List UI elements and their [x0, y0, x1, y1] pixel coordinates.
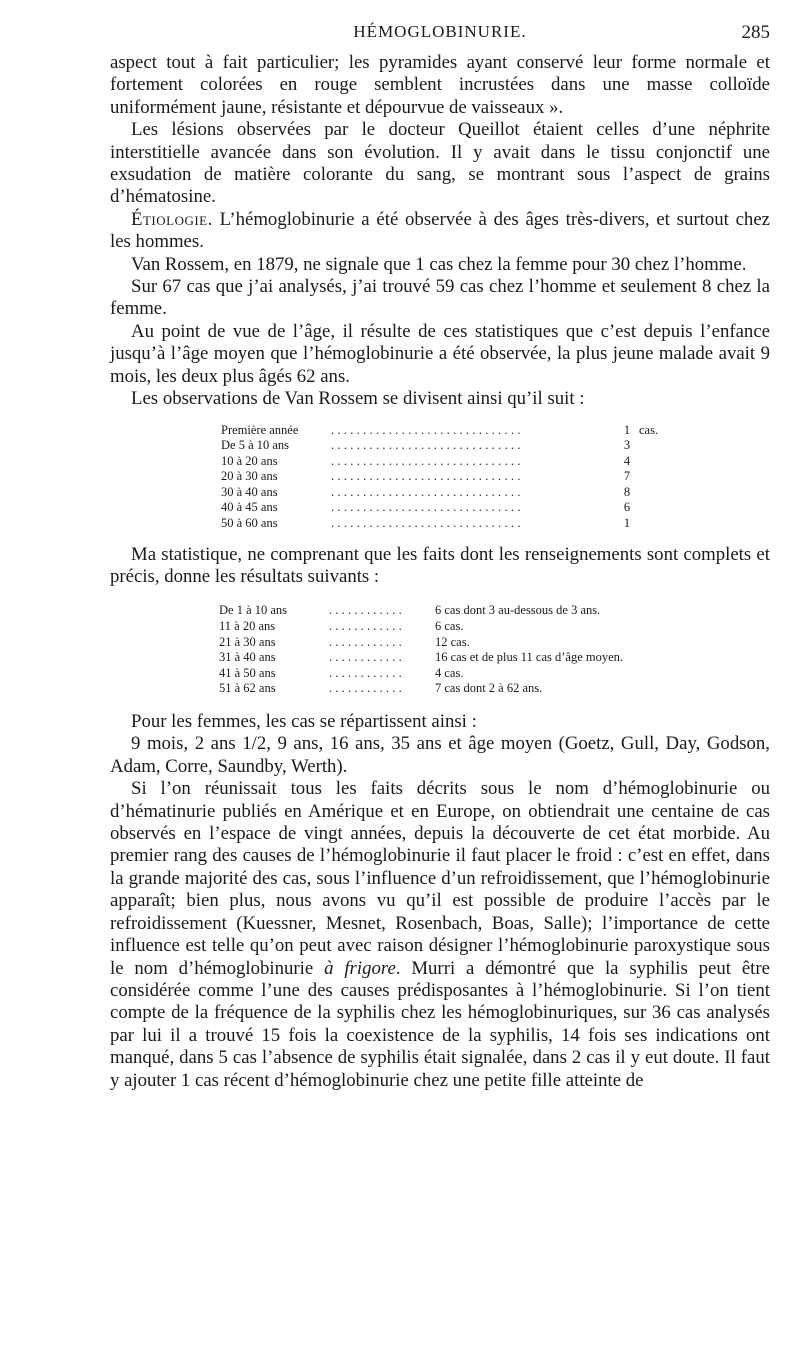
- case-count: 1: [623, 422, 631, 437]
- table-row: [219, 650, 695, 666]
- age-range-label: 20 à 30 ans: [221, 469, 278, 484]
- case-count: 7: [623, 469, 631, 484]
- age-range-label: 21 à 30 ans: [219, 634, 276, 649]
- table-row: [219, 635, 695, 651]
- case-result: 6 cas.: [435, 619, 464, 634]
- case-result: 4 cas.: [435, 665, 464, 680]
- age-range-label: De 1 à 10 ans: [219, 603, 288, 618]
- paragraph-age: Au point de vue de l’âge, il résulte de ces statistiques que c’est depuis l’enfance jusqu’à l’âge moyen que l’hémoglobinurie a été observée, la plus jeune malade avait 9 mois, les deux plus âgés 62 ans.: [110, 320, 770, 387]
- age-range-label: 40 à 45 ans: [221, 500, 278, 515]
- case-result: 16 cas et de plus 11 cas d’âge moyen.: [435, 650, 624, 665]
- case-unit: [639, 485, 669, 501]
- case-unit: [639, 516, 669, 532]
- italic-term: à frigore: [324, 957, 396, 979]
- case-count: 1: [623, 516, 631, 531]
- case-unit: [639, 500, 669, 516]
- paragraph-etiologie: [110, 209, 770, 254]
- paragraph-femmes: Pour les femmes, les cas se répartissent ainsi :: [131, 711, 477, 733]
- paragraph-van-rossem: Van Rossem, en 1879, ne signale que 1 cas chez la femme pour 30 chez l’homme.: [131, 253, 747, 275]
- case-count: 3: [623, 438, 631, 453]
- leader-dots: ............: [329, 619, 405, 634]
- paragraph-continued: aspect tout à fait particulier; les pyramides ayant conservé leur forme normale et fortement colorées en rouge semblent incrustées dans une masse colloïde uniformément jaune, résistante et dépourvue de vaisseaux ».: [110, 52, 770, 118]
- paragraph-observations-intro: Les observations de Van Rossem se divisent ainsi qu’il suit :: [131, 388, 585, 410]
- table-row: [221, 485, 669, 501]
- case-result: 12 cas.: [435, 634, 470, 649]
- case-count: 8: [623, 484, 631, 499]
- running-header: [110, 22, 770, 52]
- leader-dots: ..............................: [331, 484, 524, 499]
- leader-dots: ............: [329, 603, 405, 618]
- paragraph-causes: [110, 778, 770, 1092]
- case-unit: [639, 454, 669, 470]
- table-row: [219, 681, 695, 697]
- book-page: [110, 22, 770, 1092]
- case-unit: cas.: [639, 422, 659, 437]
- case-unit: [639, 469, 669, 485]
- table-row: [221, 500, 669, 516]
- leader-dots: ............: [329, 665, 405, 680]
- leader-dots: ..............................: [331, 438, 524, 453]
- age-range-label: 41 à 50 ans: [219, 665, 276, 680]
- leader-dots: ............: [329, 634, 405, 649]
- age-range-label: Première année: [221, 422, 299, 437]
- case-result: 6 cas dont 3 au-dessous de 3 ans.: [435, 603, 601, 618]
- age-range-label: 50 à 60 ans: [221, 516, 278, 531]
- table-row: [221, 438, 669, 454]
- running-title: HÉMOGLOBINURIE.: [353, 22, 527, 41]
- leader-dots: ..............................: [331, 422, 524, 437]
- case-count: 4: [623, 453, 631, 468]
- table-row: [219, 619, 695, 635]
- leader-dots: ..............................: [331, 453, 524, 468]
- age-range-label: 10 à 20 ans: [221, 453, 278, 468]
- case-result: 7 cas dont 2 à 62 ans.: [435, 681, 543, 696]
- table-row: [221, 469, 669, 485]
- case-count: 6: [623, 500, 631, 515]
- leader-dots: ............: [329, 681, 405, 696]
- leader-dots: ............: [329, 650, 405, 665]
- age-range-label: 11 à 20 ans: [219, 619, 276, 634]
- case-unit: [639, 438, 669, 454]
- bleed-through-marks: ··············: [116, 1340, 686, 1349]
- table-row: [221, 516, 669, 532]
- age-range-label: 51 à 62 ans: [219, 681, 276, 696]
- table-row: [221, 454, 669, 470]
- paragraph-causes-text-a: Si l’on réunissait tous les faits décrits sous le nom d’hémoglobinurie ou d’hématinurie publiés en Amérique et en Europe, on obtiendrait une centaine de cas observés en l’espace de vingt années, depuis la découverte de cet état morbide. Au premier rang des causes de l’hémoglobinurie il faut placer le froid : c’est en effet, dans la grande majorité des cas, sous l’influence d’un refroidissement, que l’hémoglobinurie apparaît; bien plus, nous avons vu qu’il est possible de produire l’accès par le refroidissement (Kuessner, Mesnet, Rosenbach, Boas, Salle); l’importance de cette influence est telle qu’on peut avec raison désigner l’hémoglobinurie paroxystique sous le nom d’hémoglobinurie: [110, 778, 770, 979]
- paragraph-ma-statistique: Ma statistique, ne comprenant que les faits dont les renseignements sont complets et précis, donne les résultats suivants :: [110, 543, 770, 588]
- paragraph-lesions: Les lésions observées par le docteur Queillot étaient celles d’une néphrite interstitielle avancée dans son évolution. Il y avait dans le tissu conjonctif une exsudation de matière colorante du sang, se montrant sous l’aspect de grains d’hématosine.: [110, 119, 770, 208]
- section-heading: Étiologie.: [131, 208, 213, 230]
- table-row: [219, 666, 695, 682]
- paragraph-etiologie-text: L’hémoglobinurie a été observée à des âges très-divers, et surtout chez les hommes.: [110, 208, 770, 253]
- age-range-label: De 5 à 10 ans: [221, 438, 290, 453]
- leader-dots: ..............................: [331, 469, 524, 484]
- paragraph-analyse: Sur 67 cas que j’ai analysés, j’ai trouvé 59 cas chez l’homme et seulement 8 chez la femme.: [110, 276, 770, 320]
- paragraph-femmes-ages: 9 mois, 2 ans 1/2, 9 ans, 16 ans, 35 ans et âge moyen (Goetz, Gull, Day, Godson, Adam, Corre, Saundby, Werth).: [110, 733, 770, 777]
- leader-dots: ..............................: [331, 516, 524, 531]
- table-row: [219, 603, 695, 619]
- age-range-label: 30 à 40 ans: [221, 484, 278, 499]
- author-age-table: [219, 603, 695, 697]
- page-number: 285: [741, 22, 770, 43]
- paragraph-causes-text-b: . Murri a démontré que la syphilis peut être considérée comme l’une des causes prédisposantes à l’hémoglobinurie. Si l’on tient compte de la fréquence de la syphilis chez les hémoglobinuriques, sur 36 cas analysés par lui il a trouvé 15 fois la coexistence de la syphilis, 14 fois ses indications ont manqué, dans 5 cas l’absence de syphilis était signalée, dans 2 cas il y eut doute. Il faut y ajouter 1 cas récent d’hémoglobinurie chez une petite fille atteinte de: [110, 957, 770, 1091]
- table-row: [221, 423, 669, 439]
- leader-dots: ..............................: [331, 500, 524, 515]
- age-range-label: 31 à 40 ans: [219, 650, 276, 665]
- van-rossem-age-table: [221, 423, 669, 532]
